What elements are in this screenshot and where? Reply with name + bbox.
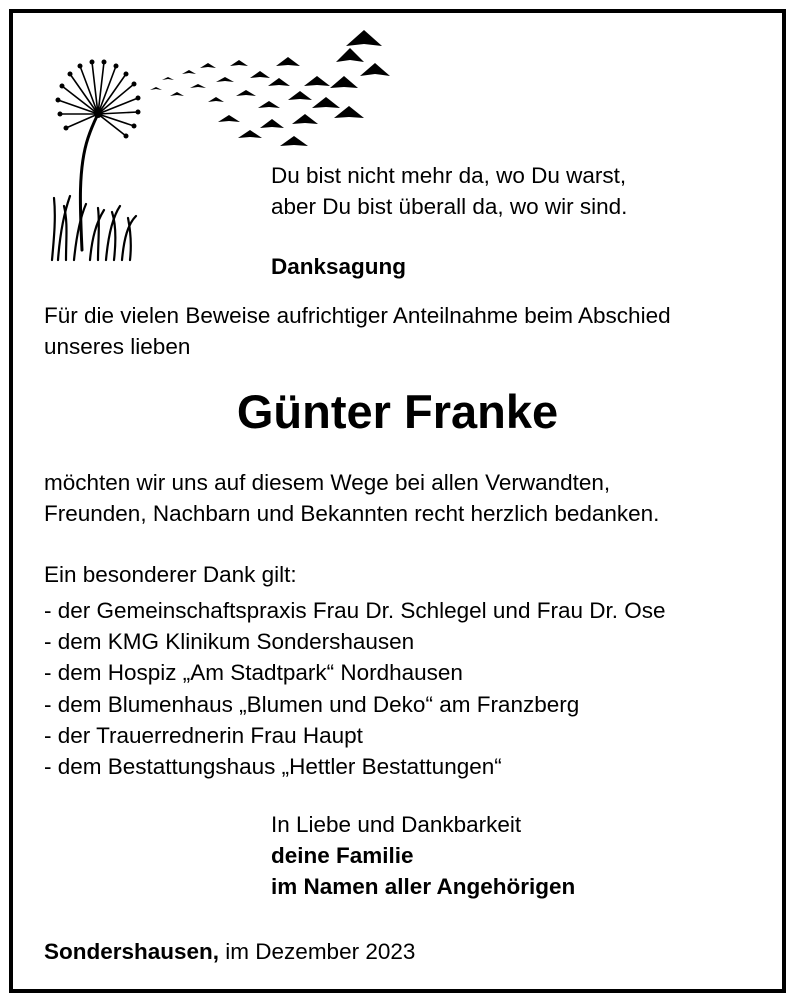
list-item: - dem Blumenhaus „Blumen und Deko“ am Franzberg bbox=[44, 691, 580, 717]
intro-line-2: unseres lieben bbox=[44, 334, 191, 359]
signature-block bbox=[271, 809, 575, 902]
list-item: - dem Hospiz „Am Stadtpark“ Nordhausen bbox=[44, 660, 463, 686]
special-thanks-label: Ein besonderer Dank gilt: bbox=[44, 562, 297, 587]
list-item: - der Trauerrednerin Frau Haupt bbox=[44, 722, 363, 748]
thanks-text bbox=[44, 467, 659, 529]
place-name: Sondershausen, bbox=[44, 939, 220, 964]
thanks-line-1: möchten wir uns auf diesem Wege bei allen Verwandten, bbox=[44, 470, 611, 495]
memorial-quote bbox=[271, 160, 627, 222]
dandelion-with-birds-icon bbox=[40, 28, 390, 268]
intro-line-1: Für die vielen Beweise aufrichtiger Anteilnahme beim Abschied bbox=[44, 303, 671, 328]
deceased-name: Günter Franke bbox=[236, 385, 559, 438]
thanks-line-2: Freunden, Nachbarn und Bekannten recht herzlich bedanken. bbox=[44, 501, 660, 526]
list-item: - der Gemeinschaftspraxis Frau Dr. Schlegel und Frau Dr. Ose bbox=[44, 598, 666, 623]
list-item: - dem KMG Klinikum Sondershausen bbox=[44, 629, 415, 655]
signature-line-1: In Liebe und Dankbarkeit bbox=[271, 812, 522, 837]
special-thanks-list bbox=[44, 595, 666, 782]
notice-heading: Danksagung bbox=[271, 254, 407, 279]
quote-line-2: aber Du bist überall da, wo wir sind. bbox=[271, 194, 628, 219]
signature-line-2: deine Familie bbox=[271, 843, 414, 868]
signature-line-3: im Namen aller Angehörigen bbox=[271, 874, 576, 899]
intro-text bbox=[44, 300, 671, 362]
quote-line-1: Du bist nicht mehr da, wo Du warst, bbox=[271, 163, 627, 188]
date-text: im Dezember 2023 bbox=[219, 939, 416, 964]
place-date-line bbox=[44, 937, 415, 967]
list-item: - dem Bestattungshaus „Hettler Bestattungen“ bbox=[44, 754, 502, 780]
